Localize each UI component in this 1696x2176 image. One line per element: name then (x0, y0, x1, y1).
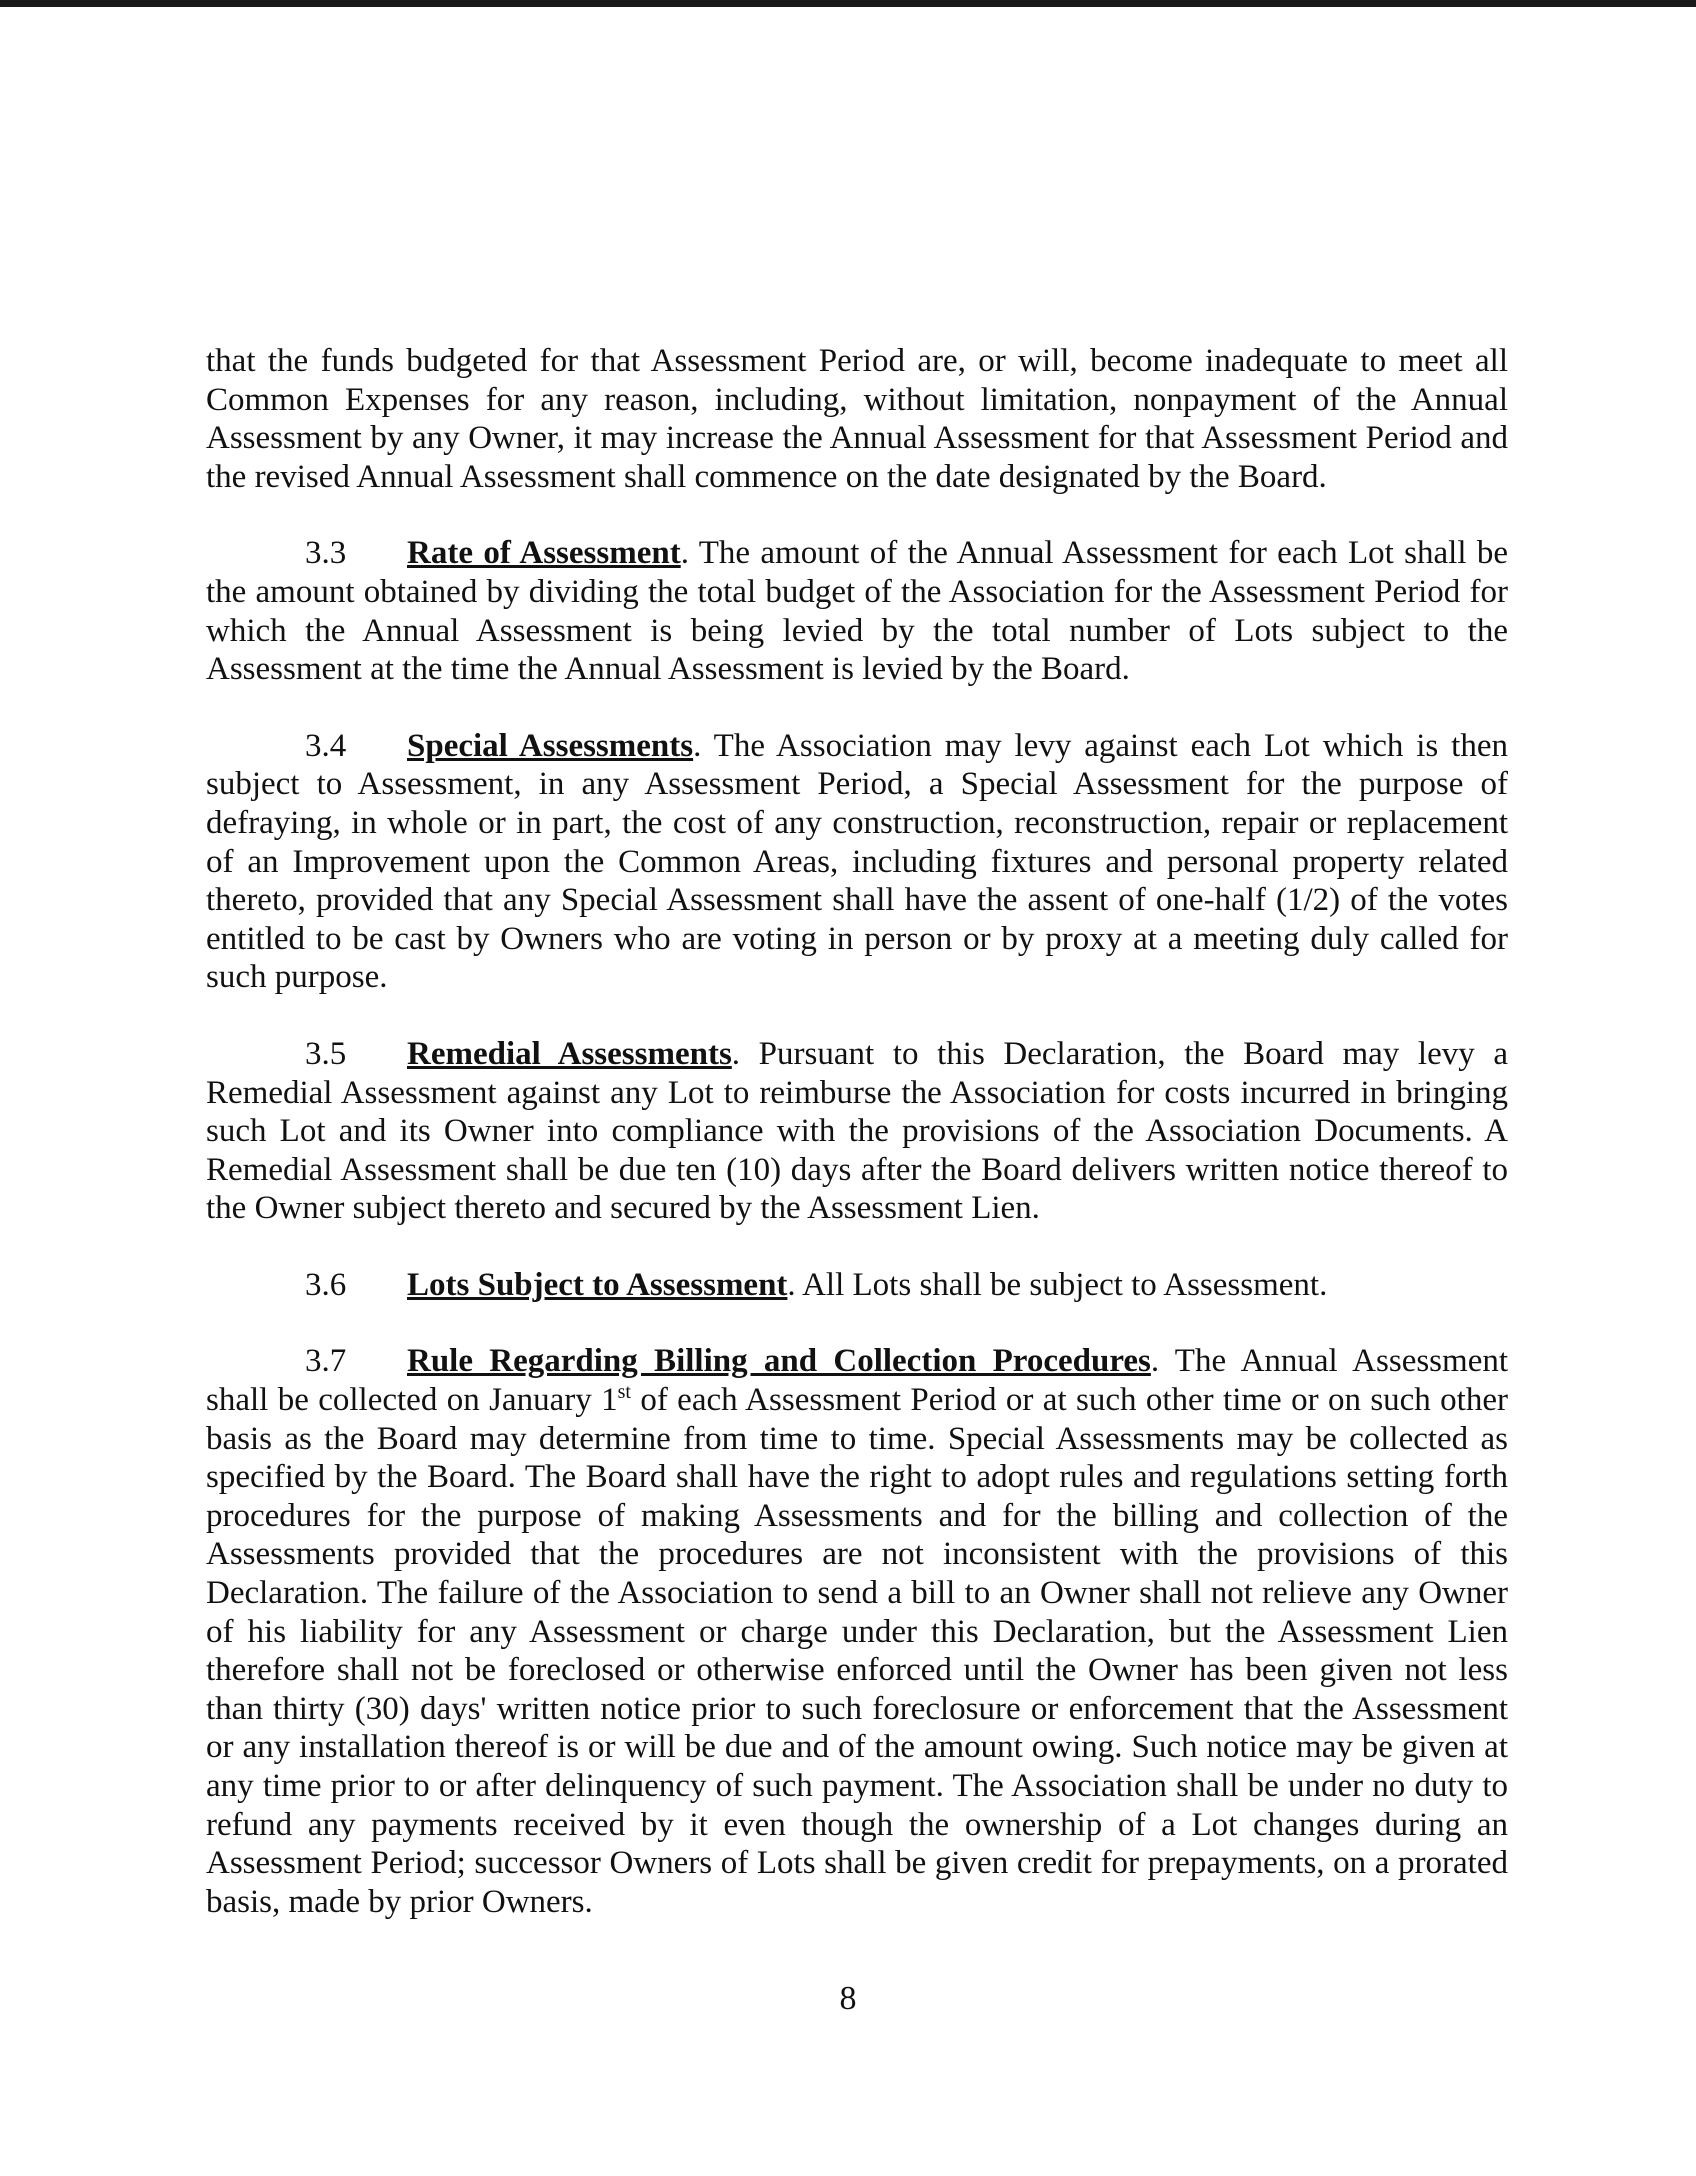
section-heading: Lots Subject to Assessment (407, 1266, 788, 1303)
section-body: . All Lots shall be subject to Assessment. (787, 1266, 1328, 1303)
intro-paragraph-text: that the funds budgeted for that Assessment Period are, or will, become inadequate to meet all Common Expenses for any reason, including, without limitation, nonpayment of the Annual Assessment by any Owner, it may increase the Annual Assessment for that Assessment Period and the revised Annual Assessment shall commence on the date designated by the Board. (206, 343, 1508, 495)
section-heading: Rate of Assessment (407, 535, 681, 572)
section-3-7 (206, 1342, 1508, 1921)
document-page (206, 342, 1508, 1959)
section-3-4 (206, 727, 1508, 997)
ordinal-superscript: st (617, 1381, 631, 1404)
intro-paragraph (206, 342, 1508, 496)
scan-top-border (0, 0, 1696, 7)
section-3-6 (206, 1266, 1508, 1305)
section-body-start: . The Annual Assessment shall be collected on January 1 (206, 1343, 1509, 1419)
section-heading: Special Assessments (407, 727, 694, 764)
section-3-5 (206, 1035, 1508, 1228)
section-body: . The Association may levy against each Lot which is then subject to Assessment, in any Assessment Period, a Special Assessment for the purpose of defraying, in whole or in part, the cost of any construction, reconstruction, repair or replacement of an Improvement upon the Common Areas, including fixtures and personal property related thereto, provided that any Special Assessment shall have the assent of one-half (1/2) of the votes entitled to be cast by Owners who are voting in person or by proxy at a meeting duly called for such purpose. (206, 727, 1508, 996)
section-heading: Remedial Assessments (407, 1035, 732, 1072)
section-body: . The amount of the Annual Assessment for each Lot shall be the amount obtained by dividing the total budget of the Association for the Assessment Period for which the Annual Assessment is being levied by the total number of Lots subject to the Assessment at the time the Annual Assessment is levied by the Board. (206, 535, 1508, 688)
section-3-3 (206, 534, 1508, 688)
section-body: . Pursuant to this Declaration, the Board may levy a Remedial Assessment against any Lot to reimburse the Association for costs incurred in bringing such Lot and its Owner into compliance with the provisions of the Association Documents. A Remedial Assessment shall be due ten (10) days after the Board delivers written notice thereof to the Owner subject thereto and secured by the Assessment Lien. (206, 1035, 1508, 1227)
page-number: 8 (839, 1980, 857, 2017)
section-number: 3.7 (305, 1343, 347, 1380)
section-body-end: of each Assessment Period or at such other time or on such other basis as the Board may determine from time to time. Special Assessments may be collected as specified by the Board. The Board shall have the right to adopt rules and regulations setting forth procedures for the purpose of making Assessments and for the billing and collection of the Assessments provided that the procedures are not inconsistent with the provisions of this Declaration. The failure of the Association to send a bill to an Owner shall not relieve any Owner of his liability for any Assessment or charge under this Declaration, but the Assessment Lien therefore shall not be foreclosed or otherwise enforced until the Owner has been given not less than thirty (30) days' written notice prior to such foreclosure or enforcement that the Assessment or any installation thereof is or will be due and of the amount owing. Such notice may be given at any time prior to or after delinquency of such payment. The Association shall be under no duty to refund any payments received by it even though the ownership of a Lot changes during an Assessment Period; successor Owners of Lots shall be given credit for prepayments, on a prorated basis, made by prior Owners. (206, 1382, 1508, 1920)
section-number: 3.3 (305, 535, 347, 572)
section-number: 3.4 (305, 727, 347, 764)
section-number: 3.5 (305, 1035, 347, 1072)
section-heading: Rule Regarding Billing and Collection Procedures (407, 1343, 1151, 1380)
section-number: 3.6 (305, 1266, 347, 1303)
